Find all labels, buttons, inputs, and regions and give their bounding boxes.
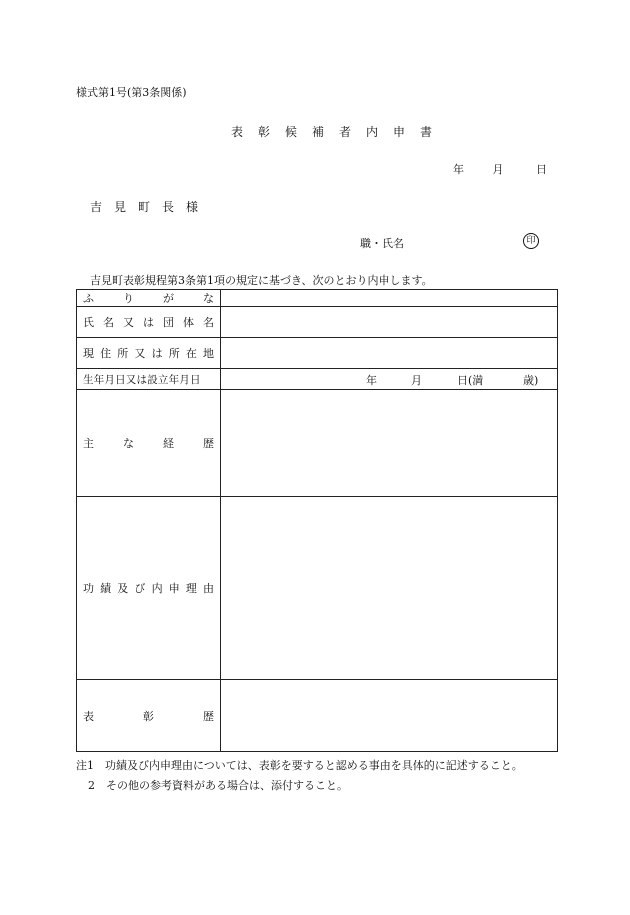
label-char: 及 bbox=[117, 582, 129, 595]
label-char: び bbox=[134, 582, 146, 595]
label-char: 体 bbox=[183, 316, 194, 329]
reason-value[interactable] bbox=[221, 497, 558, 680]
label-char: 経 bbox=[163, 437, 174, 450]
label-char: が bbox=[163, 292, 174, 305]
date-day: 日 bbox=[536, 163, 547, 176]
label-char: 歴 bbox=[203, 437, 214, 450]
career-text bbox=[83, 435, 214, 451]
birth-text: 生年月日又は設立年月日 bbox=[83, 373, 201, 386]
table-row bbox=[77, 497, 558, 680]
label-char: 由 bbox=[202, 582, 214, 595]
birth-year: 年 bbox=[366, 374, 377, 387]
furigana-value[interactable] bbox=[221, 290, 558, 307]
label-char: 名 bbox=[103, 316, 114, 329]
date-month: 月 bbox=[492, 163, 504, 176]
label-char: 在 bbox=[185, 347, 197, 360]
label-char: 名 bbox=[203, 316, 214, 329]
label-char: 住 bbox=[100, 347, 112, 360]
label-char: 氏 bbox=[83, 316, 94, 329]
career-label bbox=[77, 390, 221, 497]
note-1: 注1 功績及び内申理由については、表彰を要すると認める事由を具体的に記述すること。 bbox=[76, 759, 523, 772]
label-char: 績 bbox=[100, 582, 112, 595]
awards-value[interactable] bbox=[221, 680, 558, 752]
furigana-text bbox=[83, 290, 214, 306]
table-row bbox=[77, 307, 558, 338]
table-row bbox=[77, 680, 558, 752]
table-row bbox=[77, 390, 558, 497]
label-char: 地 bbox=[202, 347, 214, 360]
label-char: 申 bbox=[168, 582, 180, 595]
label-char: 歴 bbox=[203, 709, 214, 723]
name-text bbox=[83, 314, 214, 330]
address-label bbox=[77, 338, 221, 369]
birth-month: 月 bbox=[411, 374, 422, 387]
label-char: 表 bbox=[83, 709, 94, 723]
label-char: 主 bbox=[83, 437, 94, 450]
label-char: は bbox=[151, 347, 163, 360]
label-char: 功 bbox=[83, 582, 94, 595]
reason-label bbox=[77, 497, 221, 680]
document-title: 表彰候補者内申書 bbox=[230, 125, 447, 139]
label-char: り bbox=[123, 292, 134, 305]
notes bbox=[76, 756, 523, 796]
career-value[interactable] bbox=[221, 390, 558, 497]
form-number: 様式第1号(第3条関係) bbox=[76, 86, 187, 99]
address-value[interactable] bbox=[221, 338, 558, 369]
address-text bbox=[83, 345, 214, 361]
label-char: な bbox=[123, 437, 134, 450]
awards-label bbox=[77, 680, 221, 752]
date-line bbox=[453, 161, 547, 177]
note-2: 2 その他の参考資料がある場合は、添付すること。 bbox=[88, 779, 348, 792]
label-char: 内 bbox=[151, 582, 163, 595]
application-form-table bbox=[76, 289, 558, 752]
birth-age: 歳) bbox=[523, 374, 539, 387]
birth-label bbox=[77, 369, 221, 390]
name-value[interactable] bbox=[221, 307, 558, 338]
label-char: 団 bbox=[163, 316, 174, 329]
label-char: 所 bbox=[168, 347, 180, 360]
label-char: 又 bbox=[134, 347, 146, 360]
applicant-label: 職・氏名 bbox=[360, 237, 404, 250]
awards-text bbox=[83, 708, 214, 724]
birth-day: 日(満 bbox=[457, 374, 484, 387]
label-char: 又 bbox=[123, 316, 134, 329]
intro-text: 吉見町表彰規程第3条第1項の規定に基づき、次のとおり内申します。 bbox=[90, 274, 433, 287]
label-char: 所 bbox=[117, 347, 129, 360]
table-row bbox=[77, 369, 558, 390]
date-year: 年 bbox=[453, 163, 464, 176]
label-char: 現 bbox=[83, 347, 94, 360]
birth-value[interactable] bbox=[221, 369, 558, 390]
label-char: 理 bbox=[185, 582, 197, 595]
reason-text bbox=[83, 580, 214, 596]
addressee: 吉見町長様 bbox=[90, 200, 211, 214]
furigana-label bbox=[77, 290, 221, 307]
table-row bbox=[77, 338, 558, 369]
label-char: ふ bbox=[83, 292, 94, 305]
seal-mark: 印 bbox=[523, 233, 539, 249]
label-char: 彰 bbox=[143, 709, 154, 723]
label-char: は bbox=[143, 316, 154, 329]
name-label bbox=[77, 307, 221, 338]
label-char: な bbox=[203, 292, 214, 305]
table-row bbox=[77, 290, 558, 307]
